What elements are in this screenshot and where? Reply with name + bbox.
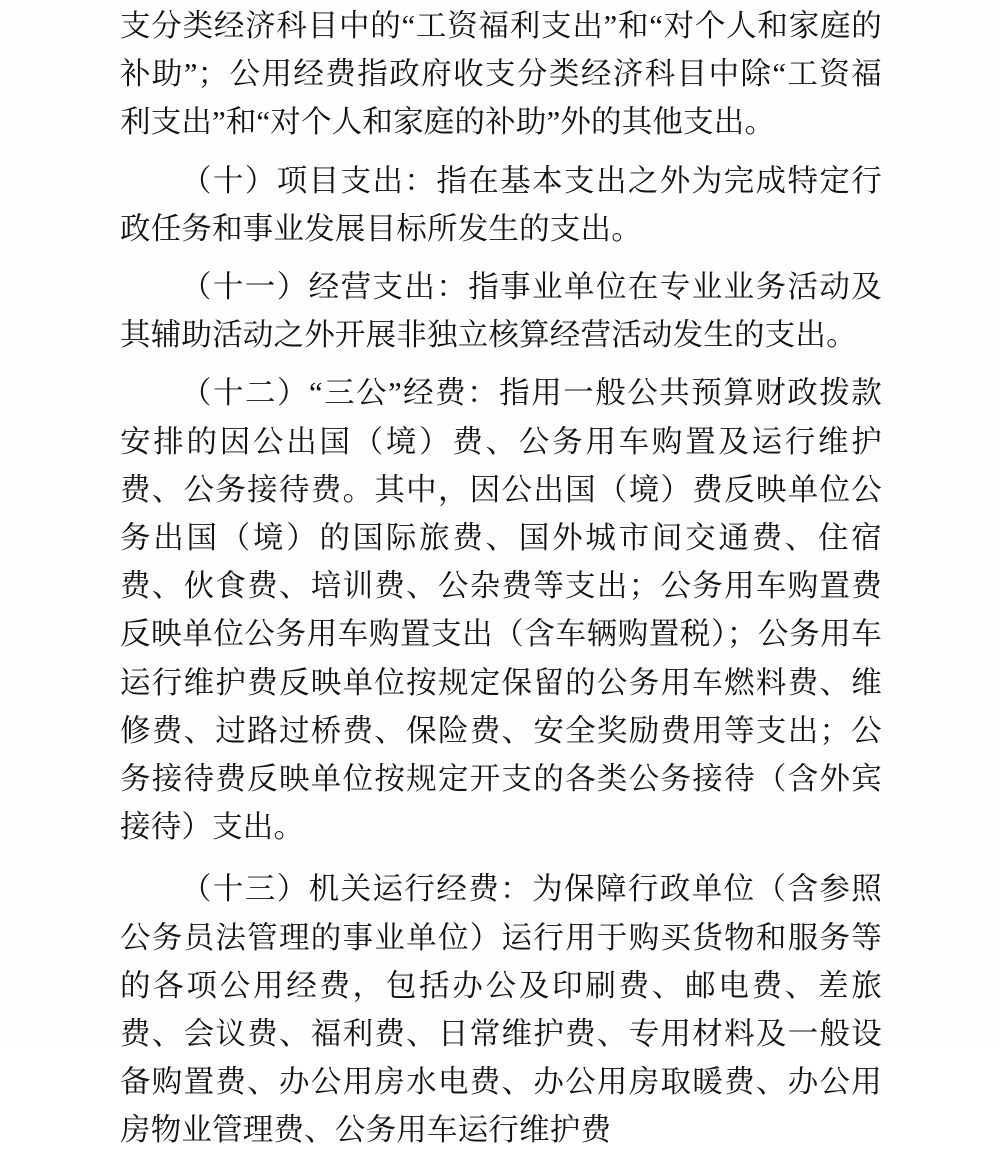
paragraph-continued-basic-expenditure: 支分类经济科目中的“工资福利支出”和“对个人和家庭的补助”；公用经费指政府收支分类经济科目中除“工资福利支出”和“对个人和家庭的补助”外的其他支出。 bbox=[120, 9, 882, 140]
paragraph-item-13-agency-operating-funds: （十三）机关运行经费：为保障行政单位（含参照公务员法管理的事业单位）运行用于购买货物和服务等的各项公用经费，包括办公及印刷费、邮电费、差旅费、会议费、福利费、日常维护费、专用材料及一般设备购置费、办公用房水电费、办公用房取暖费、办公用房物业管理费、公务用车运行维护费 bbox=[120, 872, 882, 1148]
paragraph-spacer bbox=[120, 147, 882, 157]
document-body bbox=[120, 0, 882, 1155]
paragraph-item-11-operating-expenditure: （十一）经营支出：指事业单位在专业业务活动及其辅助活动之外开展非独立核算经营活动发生的支出。 bbox=[120, 270, 882, 353]
paragraph-item-10-project-expenditure: （十）项目支出：指在基本支出之外为完成特定行政任务和事业发展目标所发生的支出。 bbox=[120, 163, 882, 246]
paragraph-spacer bbox=[120, 253, 882, 263]
paragraph-spacer bbox=[120, 359, 882, 369]
paragraph-item-12-three-public-funds: （十二）“三公”经费：指用一般公共预算财政拨款安排的因公出国（境）费、公务用车购置及运行维护费、公务接待费。其中，因公出国（境）费反映单位公务出国（境）的国际旅费、国外城市间交通费、住宿费、伙食费、培训费、公杂费等支出；公务用车购置费反映单位公务用车购置支出（含车辆购置税）；公务用车运行维护费反映单位按规定保留的公务用车燃料费、维修费、过路过桥费、保险费、安全奖励费用等支出；公务接待费反映单位按规定开支的各类公务接待（含外宾接待）支出。 bbox=[120, 376, 882, 845]
paragraph-spacer bbox=[120, 851, 882, 865]
